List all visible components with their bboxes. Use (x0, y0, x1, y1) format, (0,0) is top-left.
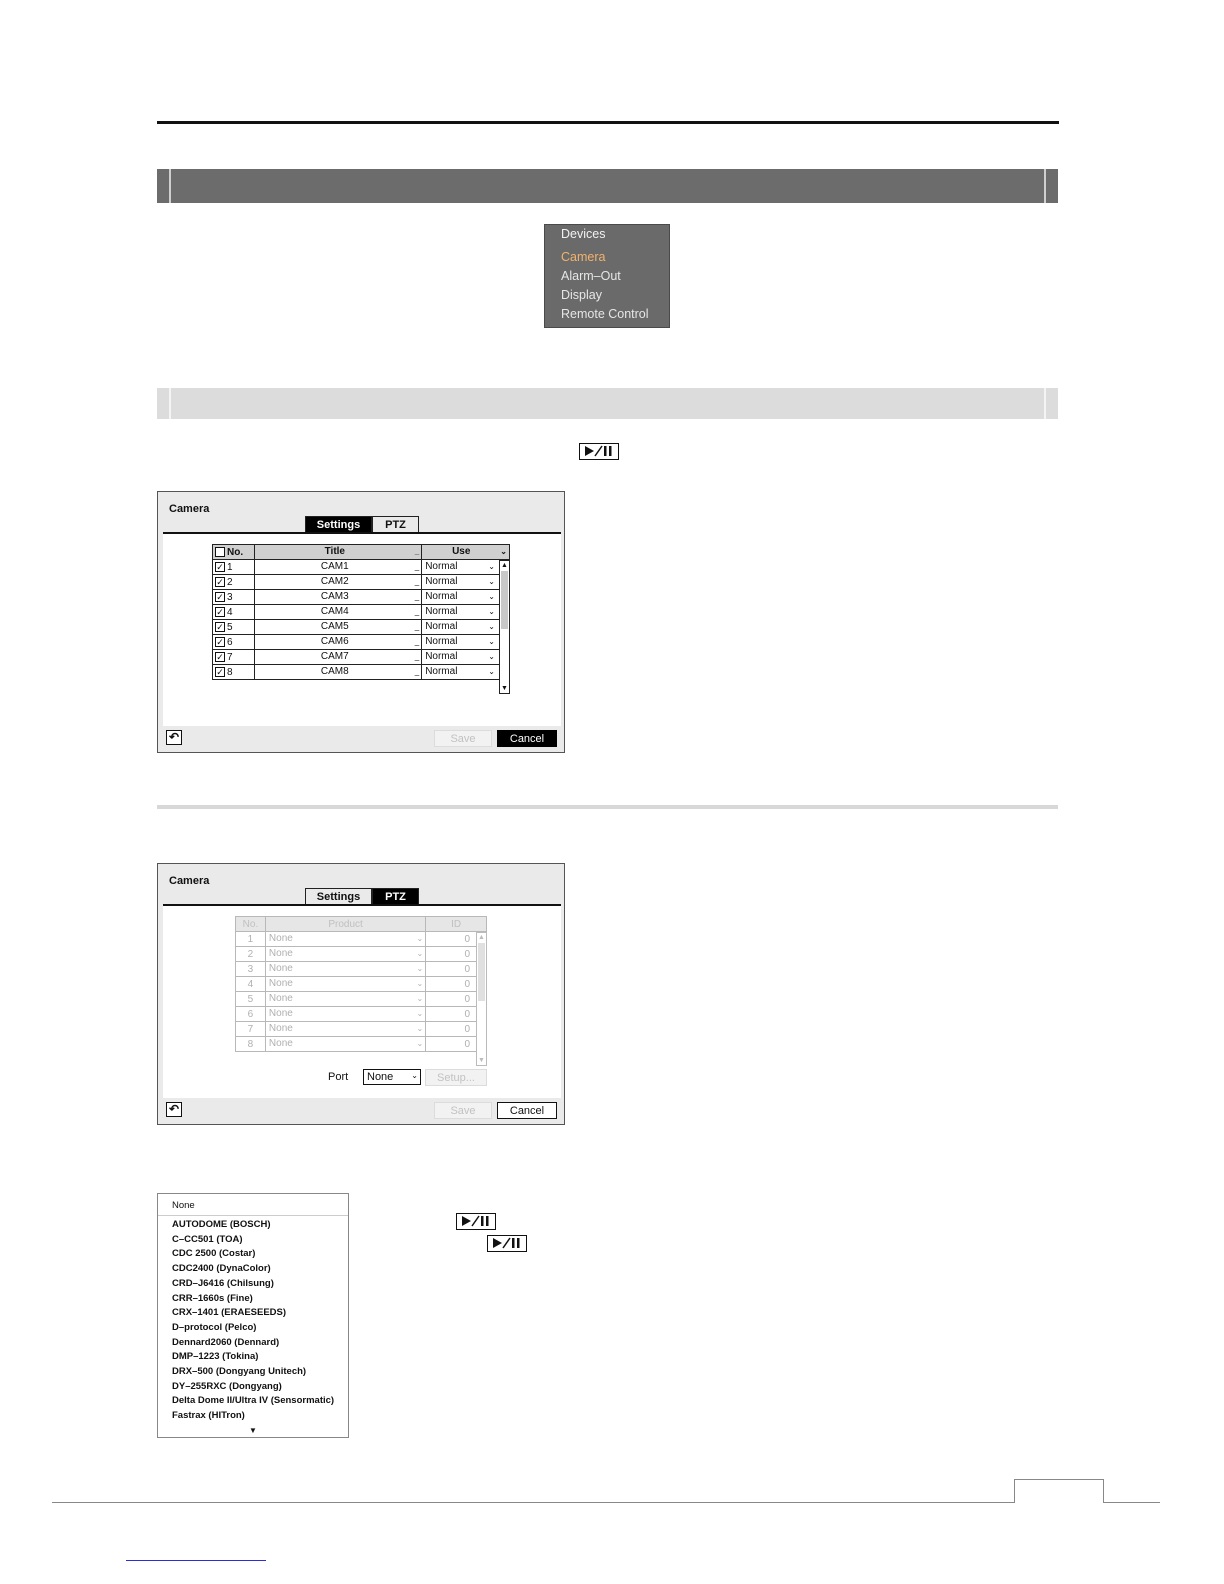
use-checkbox[interactable]: ✓ (216, 621, 224, 632)
id-value: 0 (464, 933, 470, 945)
camera-settings-window (157, 491, 565, 753)
cell-title[interactable] (254, 605, 421, 620)
product-list-item[interactable]: Fastrax (HITron) (172, 1410, 245, 1422)
product-item-none[interactable]: None (172, 1200, 195, 1211)
cell-title[interactable] (254, 665, 421, 680)
save-button[interactable]: Save (434, 1102, 492, 1119)
row-number: 5 (227, 621, 233, 633)
product-list-item[interactable]: Dennard2060 (Dennard) (172, 1336, 280, 1348)
table-row[interactable] (213, 575, 510, 590)
chevron-down-icon: ⌄ (416, 1039, 424, 1048)
camera-title: CAM3 (320, 591, 349, 602)
cell-product[interactable] (265, 992, 425, 1007)
devices-menu (544, 224, 670, 328)
camera-title: CAM1 (320, 561, 349, 572)
row-number: 4 (247, 978, 254, 990)
edit-mark-icon: _ (414, 622, 420, 631)
use-value: Normal (425, 606, 458, 617)
use-checkbox[interactable]: ✓ (216, 651, 224, 662)
col-no (236, 917, 266, 932)
id-value: 0 (464, 993, 470, 1005)
chevron-down-icon: ⌄ (416, 1024, 424, 1033)
col-no-label: No. (227, 546, 244, 558)
col-use: Use ⌄ (422, 545, 510, 560)
page-number-box (1014, 1479, 1104, 1503)
chevron-down-icon: ⌄ (488, 667, 495, 676)
list-divider (158, 1215, 348, 1216)
row-number: 2 (247, 948, 254, 960)
row-number: 7 (247, 1023, 254, 1035)
row-number: 4 (227, 606, 233, 618)
cancel-button[interactable]: Cancel (497, 730, 557, 747)
row-number: 3 (227, 591, 233, 603)
product-value: None (268, 1023, 293, 1034)
ptz-table (235, 916, 487, 1052)
table-row[interactable] (236, 947, 487, 962)
product-list-item[interactable]: D–protocol (Pelco) (172, 1321, 257, 1333)
tab-settings[interactable]: Settings (305, 888, 372, 905)
scroll-thumb[interactable] (478, 943, 485, 1001)
cell-use[interactable] (422, 665, 510, 680)
use-value: Normal (425, 561, 458, 572)
chevron-down-icon: ⌄ (416, 979, 424, 988)
footer-rule (52, 1502, 1160, 1503)
row-number: 8 (227, 666, 233, 678)
port-select[interactable] (363, 1069, 421, 1085)
use-checkbox[interactable]: ✓ (216, 561, 224, 572)
product-value: None (268, 978, 293, 989)
cell-use[interactable] (422, 620, 510, 635)
table-row[interactable] (236, 977, 487, 992)
use-checkbox[interactable]: ✓ (216, 576, 224, 587)
cell-product[interactable] (265, 947, 425, 962)
row-number: 6 (247, 1008, 254, 1020)
camera-ptz-window (157, 863, 565, 1125)
product-list-item[interactable]: Delta Dome II/Ultra IV (Sensormatic) (172, 1395, 335, 1407)
col-use-label: Use (452, 546, 471, 557)
port-select-value: None (367, 1071, 394, 1083)
cell-product[interactable] (265, 977, 425, 992)
cell-use[interactable] (422, 575, 510, 590)
cell-title[interactable] (254, 575, 421, 590)
play-pause-key-icon (579, 443, 619, 460)
play-pause-key-icon (456, 1213, 496, 1230)
window-title: Camera (169, 875, 210, 887)
id-value: 0 (464, 1023, 470, 1035)
use-checkbox[interactable]: ✓ (216, 636, 224, 647)
edit-mark-icon: _ (414, 592, 420, 601)
chevron-down-icon: ⌄ (488, 622, 495, 631)
id-value: 0 (464, 978, 470, 990)
cell-no (213, 560, 255, 575)
edit-mark-icon: _ (414, 667, 420, 676)
scroll-up-icon[interactable]: ▲ (478, 934, 485, 941)
table-row[interactable] (213, 620, 510, 635)
table-row[interactable] (213, 650, 510, 665)
use-value: Normal (425, 651, 458, 662)
cell-product[interactable] (265, 932, 425, 947)
chevron-down-icon: ⌄ (416, 934, 424, 943)
chevron-down-icon: ⌄ (488, 607, 495, 616)
col-title: Title _ (254, 545, 421, 560)
cell-title[interactable] (254, 590, 421, 605)
chevron-down-icon: ⌄ (411, 1071, 418, 1080)
id-value: 0 (464, 948, 470, 960)
camera-title: CAM5 (320, 621, 349, 632)
camera-settings-table (212, 544, 510, 680)
row-number: 2 (227, 576, 233, 588)
product-list-item[interactable]: C–CC501 (TOA) (172, 1233, 243, 1245)
use-value: Normal (425, 636, 458, 647)
product-list-item[interactable]: CRD–J6416 (Chilsung) (172, 1277, 274, 1289)
edit-mark-icon: _ (414, 607, 420, 616)
use-value: Normal (425, 666, 458, 677)
use-checkbox[interactable]: ✓ (216, 666, 224, 677)
cell-no (213, 590, 255, 605)
product-value: None (268, 1038, 293, 1049)
camera-title: CAM2 (320, 576, 349, 587)
menu-item-remote-control[interactable]: Remote Control (561, 307, 649, 321)
col-no (213, 545, 255, 560)
col-product-label: Product (328, 918, 363, 930)
cell-use[interactable] (422, 635, 510, 650)
edit-mark-icon: _ (414, 577, 420, 586)
cell-no (213, 575, 255, 590)
tab-ptz[interactable]: PTZ (372, 888, 419, 905)
chevron-down-icon: ⌄ (488, 637, 495, 646)
table-row[interactable] (236, 1022, 487, 1037)
more-down-icon[interactable]: ▼ (249, 1426, 257, 1435)
use-value: Normal (425, 591, 458, 602)
col-product (265, 917, 425, 932)
chevron-down-icon: ⌄ (488, 577, 495, 586)
product-value: None (268, 933, 293, 944)
table-row[interactable] (236, 1037, 487, 1052)
chevron-down-icon: ⌄ (488, 652, 495, 661)
cell-no (236, 932, 266, 947)
cell-product[interactable] (265, 1037, 425, 1052)
footer-link-underline (126, 1560, 266, 1561)
cell-no (213, 665, 255, 680)
col-id-label: ID (451, 918, 462, 930)
cell-no (236, 1037, 266, 1052)
table-row[interactable] (213, 665, 510, 680)
cell-no (236, 992, 266, 1007)
button-bar (163, 1098, 561, 1122)
id-value: 0 (464, 1038, 470, 1050)
product-value: None (268, 1008, 293, 1019)
cell-no (213, 620, 255, 635)
product-value: None (268, 948, 293, 959)
table-row[interactable] (236, 932, 487, 947)
row-number: 1 (247, 933, 254, 945)
cell-title[interactable] (254, 620, 421, 635)
ptz-content (163, 906, 561, 1098)
cell-no (236, 1007, 266, 1022)
product-list (157, 1193, 349, 1438)
scroll-thumb[interactable] (501, 571, 508, 629)
edit-mark-icon: _ (414, 562, 420, 571)
back-icon[interactable]: ↶ (166, 1102, 182, 1117)
chevron-down-icon: ⌄ (488, 562, 495, 571)
camera-title: CAM6 (320, 636, 349, 647)
cell-product[interactable] (265, 1007, 425, 1022)
col-no-label: No. (242, 918, 259, 930)
cell-no (213, 605, 255, 620)
ptz-scrollbar[interactable] (476, 932, 487, 1066)
row-number: 6 (227, 636, 233, 648)
cell-use[interactable] (422, 560, 510, 575)
id-value: 0 (464, 963, 470, 975)
tab-ptz[interactable]: PTZ (372, 516, 419, 533)
table-row[interactable] (213, 590, 510, 605)
table-row[interactable] (213, 605, 510, 620)
use-value: Normal (425, 621, 458, 632)
cell-use[interactable] (422, 650, 510, 665)
cell-title[interactable] (254, 635, 421, 650)
edit-mark-icon: _ (414, 652, 420, 661)
table-row[interactable] (236, 992, 487, 1007)
product-list-item[interactable]: DMP–1223 (Tokina) (172, 1351, 259, 1363)
use-checkbox[interactable]: ✓ (216, 591, 224, 602)
row-number: 3 (247, 963, 254, 975)
product-list-item[interactable]: AUTODOME (BOSCH) (172, 1219, 271, 1230)
settings-scrollbar[interactable] (499, 560, 510, 694)
product-list-item[interactable]: CRR–1660s (Fine) (172, 1292, 253, 1304)
product-list-item[interactable]: DRX–500 (Dongyang Unitech) (172, 1366, 307, 1377)
product-list-item[interactable]: CDC2400 (DynaColor) (172, 1263, 271, 1275)
chevron-down-icon: ⌄ (416, 994, 424, 1003)
menu-item-camera[interactable]: Camera (561, 250, 606, 264)
chevron-down-icon: ⌄ (416, 949, 424, 958)
table-row[interactable] (213, 560, 510, 575)
scroll-down-icon[interactable]: ▼ (478, 1057, 485, 1064)
window-title: Camera (169, 503, 210, 515)
row-number: 5 (247, 993, 254, 1005)
cell-title[interactable] (254, 560, 421, 575)
chevron-down-icon: ⌄ (416, 1009, 424, 1018)
settings-content (163, 534, 561, 726)
row-number: 7 (227, 651, 233, 663)
devices-menu-title: Devices (561, 227, 606, 241)
row-number: 1 (227, 561, 233, 573)
tab-settings[interactable]: Settings (305, 516, 372, 533)
cancel-button[interactable]: Cancel (497, 1102, 557, 1119)
chevron-down-icon: ⌄ (488, 592, 495, 601)
product-list-item[interactable]: DY–255RXC (Dongyang) (172, 1380, 282, 1392)
cell-product[interactable] (265, 962, 425, 977)
product-value: None (268, 993, 293, 1004)
cell-no (236, 977, 266, 992)
save-button[interactable]: Save (434, 730, 492, 747)
section-separator (157, 805, 1058, 809)
cell-use[interactable] (422, 590, 510, 605)
cell-title[interactable] (254, 650, 421, 665)
scroll-down-icon[interactable]: ▼ (501, 685, 508, 692)
scroll-up-icon[interactable]: ▲ (501, 562, 508, 569)
cell-no (236, 962, 266, 977)
menu-item-alarm-out[interactable]: Alarm–Out (561, 269, 621, 283)
cell-no (213, 635, 255, 650)
button-bar (163, 726, 561, 750)
select-all-checkbox[interactable] (215, 547, 225, 557)
use-checkbox[interactable]: ✓ (216, 606, 224, 617)
subsection-heading-band (157, 388, 1058, 419)
camera-title: CAM7 (320, 651, 349, 662)
play-pause-key-icon (487, 1235, 527, 1252)
use-value: Normal (425, 576, 458, 587)
product-value: None (268, 963, 293, 974)
table-row[interactable] (236, 1007, 487, 1022)
cell-product[interactable] (265, 1022, 425, 1037)
col-id (426, 917, 487, 932)
table-row[interactable] (213, 635, 510, 650)
product-list-item[interactable]: CDC 2500 (Costar) (172, 1248, 256, 1260)
cell-no (213, 650, 255, 665)
camera-title: CAM8 (320, 666, 349, 677)
cell-no (236, 1022, 266, 1037)
camera-title: CAM4 (320, 606, 349, 617)
row-number: 8 (247, 1038, 254, 1050)
chevron-down-icon: ⌄ (416, 964, 424, 973)
table-row[interactable] (236, 962, 487, 977)
back-icon[interactable]: ↶ (166, 730, 182, 745)
menu-item-display[interactable]: Display (561, 288, 602, 302)
header-rule (157, 121, 1059, 124)
id-value: 0 (464, 1008, 470, 1020)
edit-mark-icon: _ (414, 637, 420, 646)
cell-use[interactable] (422, 605, 510, 620)
port-label: Port (328, 1071, 349, 1083)
col-title-label: Title (324, 546, 345, 557)
product-list-item[interactable]: CRX–1401 (ERAESEEDS) (172, 1307, 287, 1319)
setup-button[interactable]: Setup... (425, 1069, 487, 1086)
cell-no (236, 947, 266, 962)
section-heading-band (157, 169, 1058, 203)
